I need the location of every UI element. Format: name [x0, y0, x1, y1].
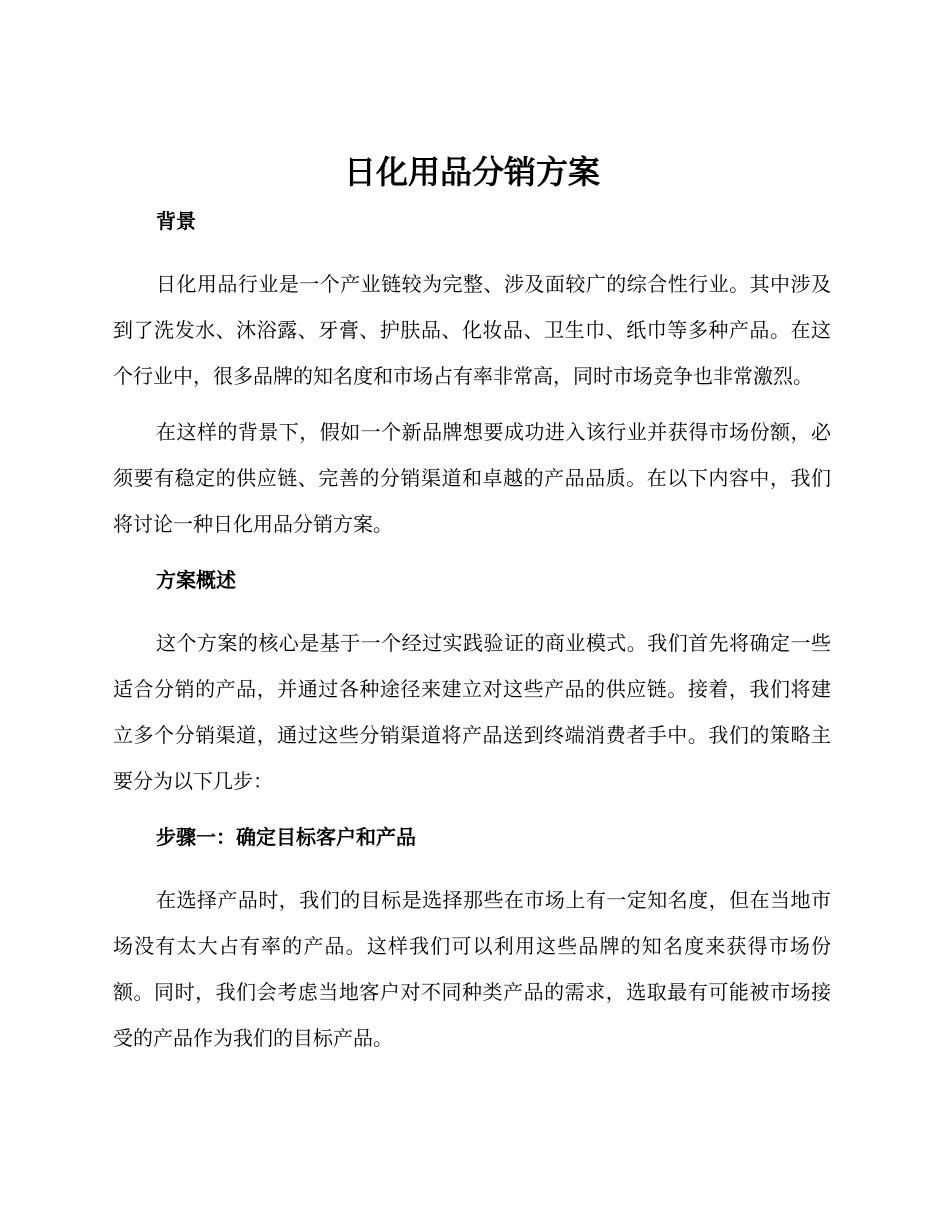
paragraph-background-1: 日化用品行业是一个产业链较为完整、涉及面较广的综合性行业。其中涉及到了洗发水、沐浴露、牙膏、护肤品、化妆品、卫生巾、纸巾等多种产品。在这个行业中，很多品牌的知名度和市场占有率非常高，同时市场竞争也非常激烈。	[113, 272, 831, 388]
section-heading-overview: 方案概述	[156, 568, 236, 592]
section-heading-background: 背景	[156, 209, 196, 233]
paragraph-overview-1: 这个方案的核心是基于一个经过实践验证的商业模式。我们首先将确定一些适合分销的产品，并通过各种途径来建立对这些产品的供应链。接着，我们将建立多个分销渠道，通过这些分销渠道将产品送到终端消费者手中。我们的策略主要分为以下几步：	[113, 631, 831, 793]
paragraph-background-2: 在这样的背景下，假如一个新品牌想要成功进入该行业并获得市场份额，必须要有稳定的供应链、完善的分销渠道和卓越的产品品质。在以下内容中，我们将讨论一种日化用品分销方案。	[113, 420, 831, 536]
document-page	[113, 148, 831, 1061]
paragraph-step-one-1: 在选择产品时，我们的目标是选择那些在市场上有一定知名度，但在当地市场没有太大占有率的产品。这样我们可以利用这些品牌的知名度来获得市场份额。同时，我们会考虑当地客户对不同种类产品的需求，选取最有可能被市场接受的产品作为我们的目标产品。	[113, 888, 831, 1050]
section-heading-step-one: 步骤一：确定目标客户和产品	[156, 825, 416, 849]
document-title: 日化用品分销方案	[343, 153, 600, 191]
